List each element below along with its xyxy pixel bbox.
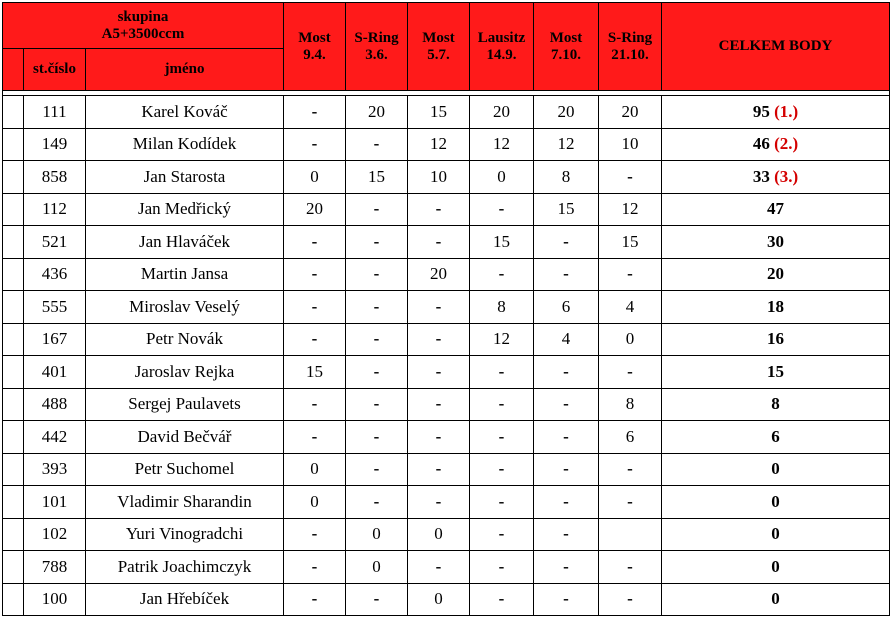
total-value: 33	[752, 166, 770, 186]
race-points: -	[470, 356, 534, 389]
driver-name: Jaroslav Rejka	[86, 356, 284, 389]
rank-badge: (2.)	[774, 134, 799, 154]
table-row	[3, 323, 890, 356]
race-points: -	[599, 356, 662, 389]
number-header: st.číslo	[24, 49, 86, 91]
total-points	[662, 388, 890, 421]
row-blank-cell	[3, 128, 24, 161]
race-points: -	[599, 551, 662, 584]
table-row	[3, 486, 890, 519]
race-points: -	[346, 258, 408, 291]
start-number: 100	[24, 583, 86, 616]
row-blank-cell	[3, 161, 24, 194]
race-points: -	[408, 323, 470, 356]
race-points: -	[534, 388, 599, 421]
race-points: -	[470, 583, 534, 616]
table-row	[3, 551, 890, 584]
total-points	[662, 128, 890, 161]
race-points: -	[346, 453, 408, 486]
total-points	[662, 226, 890, 259]
row-blank-cell	[3, 583, 24, 616]
total-value: 0	[771, 589, 780, 609]
race-points: 12	[408, 128, 470, 161]
race-points: -	[534, 356, 599, 389]
total-header: CELKEM BODY	[662, 3, 890, 91]
total-value: 20	[767, 264, 784, 284]
race-points: -	[284, 583, 346, 616]
start-number: 101	[24, 486, 86, 519]
row-blank-cell	[3, 453, 24, 486]
race-points: -	[470, 453, 534, 486]
race-points: -	[284, 551, 346, 584]
total-points	[662, 518, 890, 551]
table-row	[3, 583, 890, 616]
total-points	[662, 161, 890, 194]
race-points: 0	[284, 453, 346, 486]
race-points: 0	[284, 486, 346, 519]
race-points: -	[346, 583, 408, 616]
race-points: 4	[534, 323, 599, 356]
race-points: -	[599, 583, 662, 616]
race-points: -	[408, 226, 470, 259]
race-points: 0	[470, 161, 534, 194]
name-header: jméno	[86, 49, 284, 91]
start-number: 788	[24, 551, 86, 584]
race-points: 0	[408, 518, 470, 551]
race-points: -	[470, 421, 534, 454]
table-row	[3, 356, 890, 389]
start-number: 401	[24, 356, 86, 389]
race-points: -	[346, 486, 408, 519]
race-points: -	[346, 226, 408, 259]
race-points: 0	[599, 323, 662, 356]
race-points: -	[534, 583, 599, 616]
group-label: skupina A5+3500ccm	[3, 3, 284, 49]
total-value: 47	[767, 199, 784, 219]
start-number: 436	[24, 258, 86, 291]
start-number: 488	[24, 388, 86, 421]
total-value: 46	[752, 134, 770, 154]
row-blank-cell	[3, 323, 24, 356]
race-points: -	[408, 453, 470, 486]
total-value: 30	[767, 231, 784, 251]
race-header: Most 7.10.	[534, 3, 599, 91]
race-points: 20	[284, 193, 346, 226]
race-points: 0	[346, 551, 408, 584]
race-points: -	[470, 193, 534, 226]
race-points: 20	[346, 96, 408, 129]
race-points: 15	[599, 226, 662, 259]
race-points: -	[534, 421, 599, 454]
total-value: 0	[771, 524, 780, 544]
race-points: -	[534, 258, 599, 291]
race-points: -	[534, 226, 599, 259]
race-points: -	[346, 193, 408, 226]
start-number: 858	[24, 161, 86, 194]
rank-badge: (3.)	[774, 166, 799, 186]
table-row	[3, 421, 890, 454]
race-points: -	[470, 551, 534, 584]
table-row	[3, 258, 890, 291]
total-points	[662, 193, 890, 226]
driver-name: Jan Medřický	[86, 193, 284, 226]
race-points: -	[408, 421, 470, 454]
race-points: -	[599, 161, 662, 194]
race-points: 6	[534, 291, 599, 324]
total-value: 18	[767, 296, 784, 316]
row-blank-cell	[3, 551, 24, 584]
table-row	[3, 128, 890, 161]
table-row	[3, 161, 890, 194]
total-value: 8	[771, 394, 780, 414]
race-points: -	[534, 551, 599, 584]
race-points: 10	[408, 161, 470, 194]
race-points: -	[534, 486, 599, 519]
race-points: -	[284, 96, 346, 129]
row-blank-cell	[3, 518, 24, 551]
driver-name: Miroslav Veselý	[86, 291, 284, 324]
driver-name: Vladimir Sharandin	[86, 486, 284, 519]
driver-name: Jan Starosta	[86, 161, 284, 194]
race-points: 12	[470, 323, 534, 356]
row-blank-cell	[3, 226, 24, 259]
race-points: 20	[599, 96, 662, 129]
race-points: 15	[408, 96, 470, 129]
race-points: -	[470, 258, 534, 291]
race-points: 20	[534, 96, 599, 129]
race-points: -	[408, 388, 470, 421]
race-points: 8	[534, 161, 599, 194]
race-points: 0	[346, 518, 408, 551]
table-row	[3, 193, 890, 226]
race-points: 15	[284, 356, 346, 389]
driver-name: Yuri Vinogradchi	[86, 518, 284, 551]
race-header: Lausitz 14.9.	[470, 3, 534, 91]
race-points: -	[284, 323, 346, 356]
driver-name: Jan Hřebíček	[86, 583, 284, 616]
race-header: S-Ring 3.6.	[346, 3, 408, 91]
table-row	[3, 388, 890, 421]
race-points: 15	[346, 161, 408, 194]
race-points: 6	[599, 421, 662, 454]
total-value: 15	[767, 361, 784, 381]
race-points: -	[284, 421, 346, 454]
race-header: S-Ring 21.10.	[599, 3, 662, 91]
race-points: 0	[408, 583, 470, 616]
total-value: 0	[771, 459, 780, 479]
start-number: 111	[24, 96, 86, 129]
race-points: 20	[408, 258, 470, 291]
total-points	[662, 486, 890, 519]
race-points	[599, 518, 662, 551]
race-points: -	[599, 453, 662, 486]
race-header: Most 9.4.	[284, 3, 346, 91]
total-points	[662, 356, 890, 389]
driver-name: Petr Suchomel	[86, 453, 284, 486]
table-row	[3, 291, 890, 324]
row-blank-cell	[3, 421, 24, 454]
start-number: 149	[24, 128, 86, 161]
race-points: -	[284, 518, 346, 551]
race-points: -	[284, 226, 346, 259]
total-points	[662, 551, 890, 584]
total-points	[662, 421, 890, 454]
race-points: -	[470, 486, 534, 519]
total-points	[662, 96, 890, 129]
race-points: -	[599, 258, 662, 291]
race-points: 20	[470, 96, 534, 129]
race-points: -	[346, 291, 408, 324]
total-points	[662, 323, 890, 356]
race-points: -	[284, 291, 346, 324]
race-points: 8	[470, 291, 534, 324]
total-points	[662, 258, 890, 291]
total-points	[662, 583, 890, 616]
race-points: -	[346, 388, 408, 421]
start-number: 102	[24, 518, 86, 551]
race-points: 12	[470, 128, 534, 161]
race-points: -	[284, 258, 346, 291]
race-points: -	[408, 193, 470, 226]
start-number: 112	[24, 193, 86, 226]
start-number: 521	[24, 226, 86, 259]
race-points: 15	[470, 226, 534, 259]
driver-name: Martin Jansa	[86, 258, 284, 291]
row-blank-cell	[3, 356, 24, 389]
driver-name: David Bečvář	[86, 421, 284, 454]
total-points	[662, 453, 890, 486]
race-points: 12	[599, 193, 662, 226]
row-blank-cell	[3, 96, 24, 129]
row-blank-cell	[3, 486, 24, 519]
race-points: -	[408, 356, 470, 389]
results-table	[2, 2, 890, 616]
race-points: -	[470, 518, 534, 551]
race-points: -	[470, 388, 534, 421]
total-value: 16	[767, 329, 784, 349]
driver-name: Jan Hlaváček	[86, 226, 284, 259]
race-points: -	[534, 518, 599, 551]
driver-name: Milan Kodídek	[86, 128, 284, 161]
total-value: 0	[771, 556, 780, 576]
race-points: 8	[599, 388, 662, 421]
row-blank-cell	[3, 258, 24, 291]
total-points	[662, 291, 890, 324]
start-number: 555	[24, 291, 86, 324]
race-points: -	[599, 486, 662, 519]
table-body	[3, 91, 890, 616]
race-points: -	[408, 291, 470, 324]
rank-badge: (1.)	[774, 101, 799, 121]
start-number: 167	[24, 323, 86, 356]
driver-name: Sergej Paulavets	[86, 388, 284, 421]
race-points: -	[408, 551, 470, 584]
race-points: -	[534, 453, 599, 486]
race-points: 0	[284, 161, 346, 194]
race-points: 4	[599, 291, 662, 324]
start-number: 393	[24, 453, 86, 486]
race-points: -	[284, 388, 346, 421]
driver-name: Karel Kováč	[86, 96, 284, 129]
table-row	[3, 518, 890, 551]
driver-name: Petr Novák	[86, 323, 284, 356]
row-blank-cell	[3, 388, 24, 421]
race-header: Most 5.7.	[408, 3, 470, 91]
table-row	[3, 226, 890, 259]
race-points: -	[346, 323, 408, 356]
row-blank-cell	[3, 193, 24, 226]
race-points: -	[408, 486, 470, 519]
race-points: -	[346, 356, 408, 389]
race-points: -	[346, 421, 408, 454]
total-value: 95	[752, 101, 770, 121]
table-row	[3, 96, 890, 129]
blank-header-cell	[3, 49, 24, 91]
race-points: 15	[534, 193, 599, 226]
table-header	[3, 3, 890, 91]
total-value: 0	[771, 491, 780, 511]
table-row	[3, 453, 890, 486]
race-points: -	[346, 128, 408, 161]
driver-name: Patrik Joachimczyk	[86, 551, 284, 584]
race-points: 10	[599, 128, 662, 161]
race-points: 12	[534, 128, 599, 161]
start-number: 442	[24, 421, 86, 454]
row-blank-cell	[3, 291, 24, 324]
total-value: 6	[771, 426, 780, 446]
race-points: -	[284, 128, 346, 161]
